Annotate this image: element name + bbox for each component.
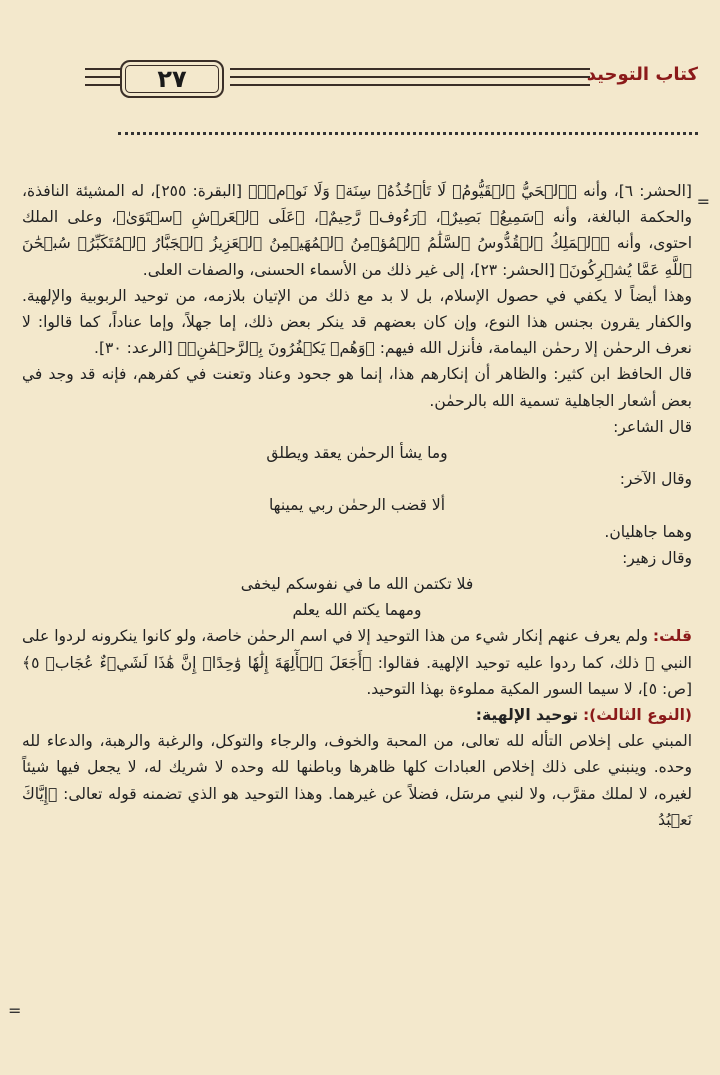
dotted-separator [118, 132, 698, 135]
poet-2-intro: وقال الآخر: [619, 470, 692, 489]
type3-title: توحيد الإلهية: [475, 706, 579, 725]
book-title: كتاب التوحيد [586, 64, 698, 85]
paragraph-2: وهذا أيضاً لا يكفي في حصول الإسلام، بل لا بد مع ذلك من الإتيان بلازمه، من توحيد الربوبية والإلهية. والكفار يقرون بجنس هذا النوع، وإن كان بعضهم قد ينكر بعض ذلك، إما جهلاً، وإما عناداً، كما قالوا: لا نعرف الرحمٰن إلا رحمٰن اليمامة، فأنزل الله فيهم: ﴿وَهُمۡ يَكۡفُرُونَ بِٱلرَّحۡمَٰنِۚ﴾ [الرعد: ٣٠]. [22, 286, 692, 358]
paragraph-4 [22, 623, 692, 702]
paragraph-1: [الحشر: ٦]، وأنه ﴿ٱلۡحَيُّ ٱلۡقَيُّومُۚ لَا تَأۡخُذُهُۥ سِنَةٞ وَلَا نَوۡمٞۚ﴾ [البقرة: ٢٥٥]، له المشيئة النافذة، والحكمة البالغة، وأنه ﴿سَمِيعُۢ بَصِيرٌ﴾، ﴿رَءُوفٞ رَّحِيمٌ﴾، ﴿عَلَى ٱلۡعَرۡشِ ٱسۡتَوَىٰ﴾، وعلى الملك احتوى، وأنه ﴿ٱلۡمَلِكُ ٱلۡقُدُّوسُ ٱلسَّلَٰمُ ٱلۡمُؤۡمِنُ ٱلۡمُهَيۡمِنُ ٱلۡعَزِيزُ ٱلۡجَبَّارُ ٱلۡمُتَكَبِّرُۚ سُبۡحَٰنَ ٱللَّهِ عَمَّا يُشۡرِكُونَ﴾ [الحشر: ٢٣]، إلى غير ذلك من الأسماء الحسنى، والصفات العلى. [22, 182, 692, 279]
page-number: ٢٧ [157, 65, 187, 93]
paragraph-4-text: ولم يعرف عنهم إنكار شيء من هذا التوحيد إلا في اسم الرحمٰن خاصة، ولو كانوا ينكرونه لردوا على النبي ﷺ ذلك، كما ردوا عليه توحيد الإلهية. فقالوا: ﴿أَجَعَلَ ٱلۡأٓلِهَةَ إِلَٰهٗا وَٰحِدًاۖ إِنَّ هَٰذَا لَشَيۡءٌ عُجَابٞ ٥﴾ [ص: ٥]، لا سيما السور المكية مملوءة بهذا التوحيد. [22, 627, 692, 698]
page-body [22, 178, 692, 833]
continuation-mark-bottom: = [8, 1001, 22, 1020]
verse-3a: فلا تكتمن الله ما في نفوسكم ليخفى [240, 575, 474, 594]
page-header [20, 58, 698, 98]
note-jahili: وهما جاهليان. [604, 522, 692, 541]
page-number-frame [120, 60, 224, 98]
verse-3b: ومهما يكتم الله يعلم [292, 601, 422, 620]
section-heading [22, 702, 692, 728]
qultu-label: قلت: [652, 627, 692, 646]
type3-label: (النوع الثالث): [582, 706, 692, 725]
poet-3-intro: وقال زهير: [622, 548, 692, 567]
verse-2: ألا قضب الرحمٰن ربي يمينها [268, 496, 446, 515]
paragraph-5: المبني على إخلاص التأله لله تعالى، من المحبة والخوف، والرجاء والتوكل، والرغبة والرهبة، والدعاء لله وحده. وينبني على ذلك إخلاص العبادات كلها ظاهرها وباطنها لله وحده لا شريك له، لا يجعل فيها شيئاً لغيره، لا لملك مقرَّب، ولا لنبي مرسَل، فضلاً عن غيرهما. وهذا التوحيد هو الذي تضمنه قوله تعالى: ﴿إِيَّاكَ نَعۡبُدُ [22, 732, 692, 829]
paragraph-3: قال الحافظ ابن كثير: والظاهر أن إنكارهم هذا، إنما هو جحود وعناد وتعنت في كفرهم، فإنه قد وجد في بعض أشعار الجاهلية تسمية الله بالرحمٰن. [22, 365, 692, 410]
poet-1-intro: قال الشاعر: [613, 417, 692, 436]
verse-1: وما يشأ الرحمٰن يعقد ويطلق [266, 444, 448, 463]
header-rule-right [230, 68, 590, 88]
continuation-mark-top: = [696, 192, 710, 211]
